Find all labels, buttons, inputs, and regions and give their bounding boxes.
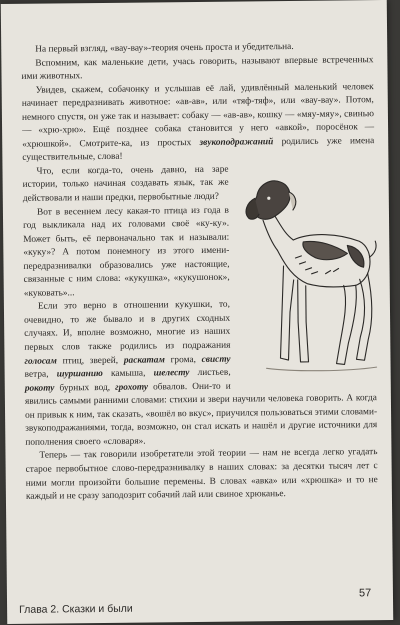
paragraph-2: Вспомним, как маленькие дети, учась говорить, называют впервые встреченных ими животных. <box>21 54 374 82</box>
dog-illustration <box>234 161 382 385</box>
page-number: 57 <box>358 587 372 600</box>
book-page <box>1 0 393 624</box>
paragraph-5: Вот в весеннем лесу какая-то птица из года в год выкликала над их головами своё «ку-ку». Может быть, её первоначально так и называли: «куку»? А потом понемногу из этого имени-передразнивалки образовались уже настоящие, связанные с ним слова: «кукушка», «кукушонок», «куковать»... <box>23 205 230 299</box>
body-text <box>21 40 378 504</box>
paragraph-1: На первый взгляд, «вау-вау»-теория очень проста и убедительна. <box>35 41 294 55</box>
paragraph-7: Теперь — так говорили изобретатели этой теории — нам не всегда легко угадать старое первобытное слово-передразнивалку в наших словах: за десятки тысяч лет с ними могли произойти большие перемены. В словах «авка» или «хрюшка» и то не каждый и не сразу заподозрит собачий лай или свиное хрюканье. <box>25 447 378 502</box>
paragraph-3: Увидев, скажем, собачонку и услышав её лай, удивлённый маленький человек начинает передразнивать животное: «ав-ав», или «тяф-тяф», или «вау-вау». Потом, немного спустя, он уже так и называет: собаку — «ав-ав», кошку — «мяу-мяу», свинью — «хрю-хрю». Ещё позднее собака становится у него «авкой», поросёнок — «хрюшкой». Смотрите-ка, из простых звукоподражаний родились уже имена существительные, слова! <box>21 81 375 164</box>
dog-illustration-icon <box>234 161 382 385</box>
chapter-title: Глава 2. Сказки и были <box>19 602 133 616</box>
paragraph-6: Если это верно в отношении кукушки, то, очевидно, то же бывало и в других сходных случаях. И, вполне возможно, многие из наших первых слов также родились из подражания голосам птиц, зверей, раскатам грома, свисту ветра, шуршанию камыша, шелесту листьев, рокоту бурных вод, грохоту обвалов. Они-то и явились самыми ранними словами: стихии и звери научили человека говорить. А когда он привык к ним, так сказать, «вошёл во вкус», приучился пользоваться этими словами-звукоподражаниями, тогда, возможно, он стал искать и нашёл и другие источники для пополнения своего «словаря». <box>24 300 378 448</box>
paragraph-4: Что, если когда-то, очень давно, на заре истории, только начиная создавать язык, так же действовали и наши предки, первобытные люди? <box>22 164 229 204</box>
emphasis-zvukopodrazhaniy: звукоподражаний <box>199 137 274 148</box>
